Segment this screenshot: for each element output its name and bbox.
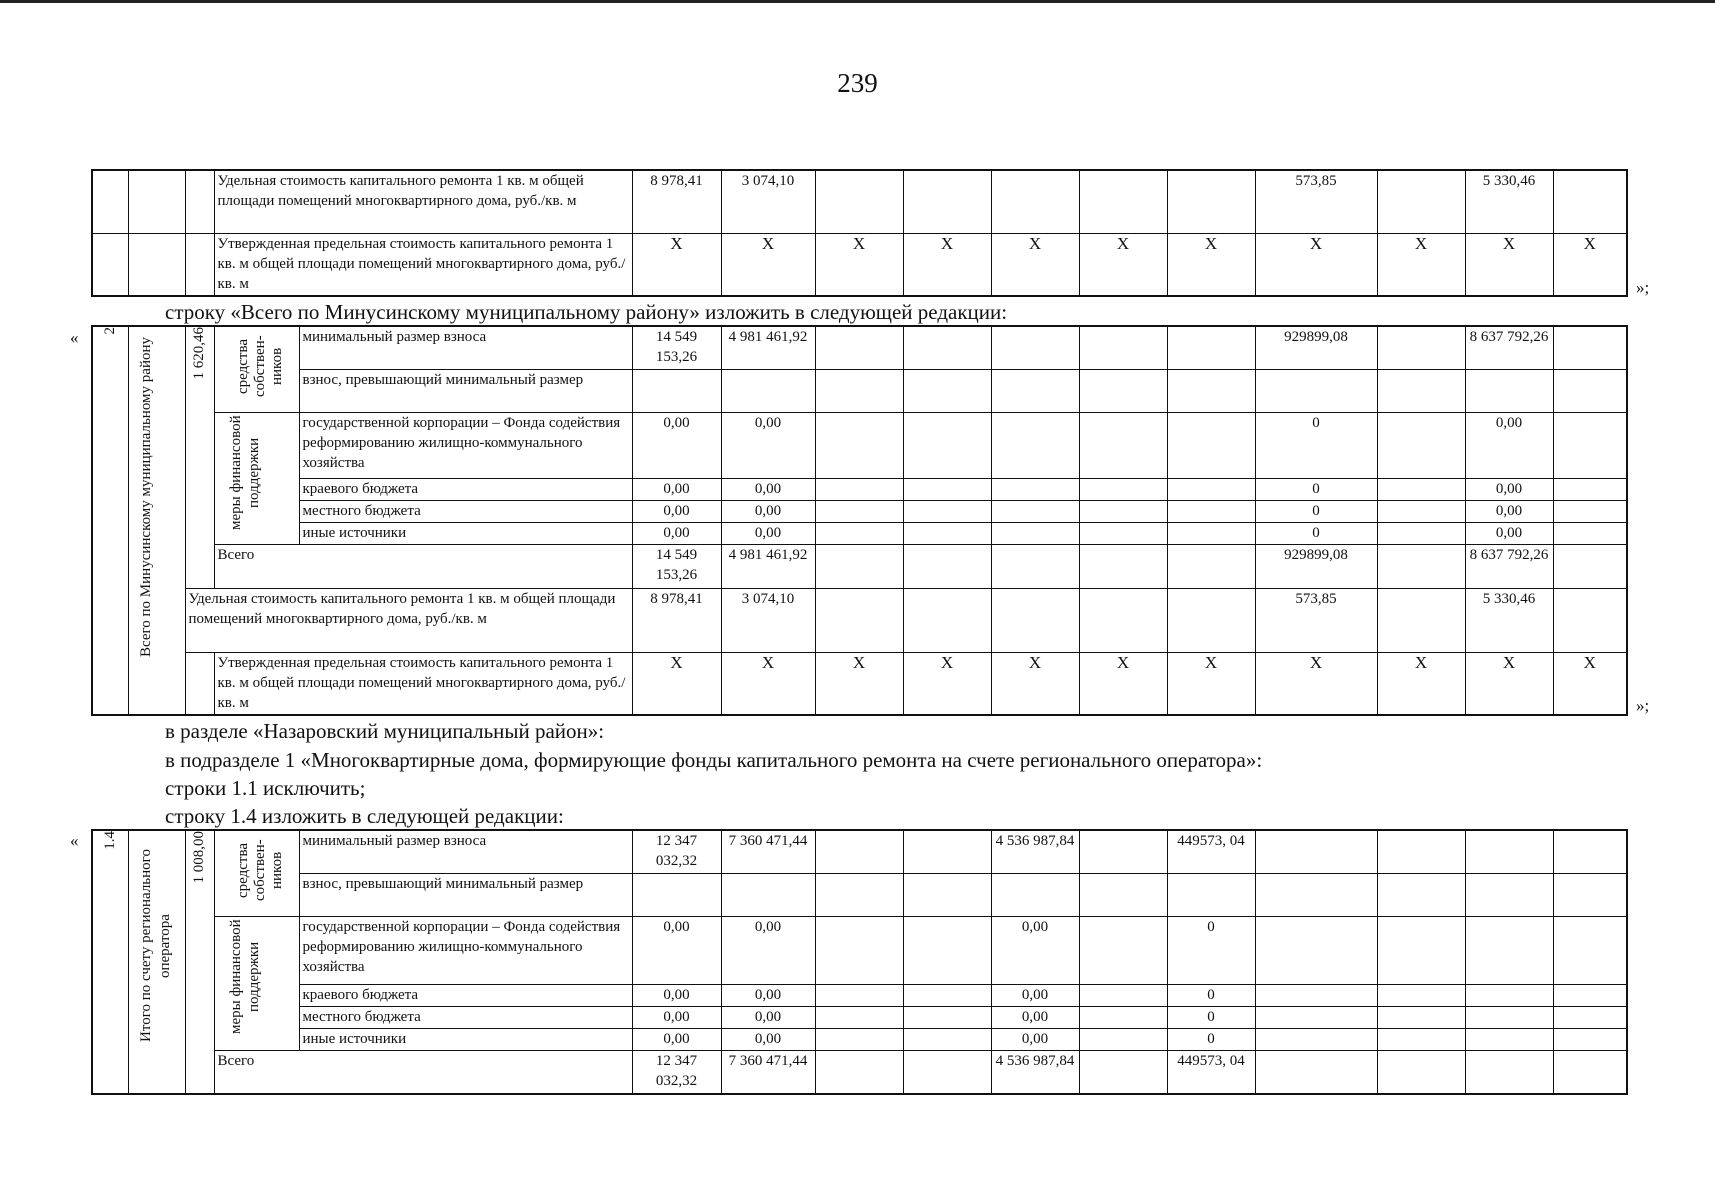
cell-value: 0,00 (721, 984, 815, 1006)
row-label-state-corp: государственной корпорации – Фонда содействия реформированию жилищно-коммунального хозяйства (299, 412, 632, 478)
instruction-text: строки 1.1 исключить; (165, 776, 366, 800)
cross-mark: X (815, 233, 903, 296)
row-label-local: местного бюджета (299, 1006, 632, 1028)
table-row (92, 873, 1627, 916)
cell-value: 449573, 04 (1167, 1050, 1255, 1094)
cross-mark: X (1553, 652, 1627, 715)
table-row (92, 170, 1627, 233)
cell-value: 5 330,46 (1465, 170, 1553, 233)
cross-mark: X (1167, 652, 1255, 715)
owner-funds-label: средства собствен-ников (234, 335, 285, 397)
cross-mark: X (1079, 652, 1167, 715)
row-label-approved-limit: Утвержденная предельная стоимость капитального ремонта 1 кв. м общей площади помещений многоквартирного дома, руб./кв. м (214, 233, 632, 296)
cell-value: 0,00 (721, 522, 815, 544)
cell-value: 449573, 04 (1167, 830, 1255, 873)
row-label-over-min: взнос, превышающий минимальный размер (299, 369, 632, 412)
cell-value: 4 536 987,84 (991, 830, 1079, 873)
cell-value: 0 (1167, 984, 1255, 1006)
opening-quote: « (70, 328, 79, 347)
cross-mark: X (1465, 652, 1553, 715)
instruction-text: строку 1.4 изложить в следующей редакции: (165, 804, 564, 828)
cell-value: 8 637 792,26 (1465, 544, 1553, 588)
row-label-over-min: взнос, превышающий минимальный размер (299, 873, 632, 916)
cell-value: 7 360 471,44 (721, 830, 815, 873)
cross-mark: X (1167, 233, 1255, 296)
row-name: Всего по Минусинскому муниципальному району (137, 337, 154, 657)
cell-value: 4 536 987,84 (991, 1050, 1079, 1094)
cell-value: 0 (1167, 1028, 1255, 1050)
support-label: меры финансовой поддержки (227, 415, 262, 530)
area-value: 1 620,46 (191, 327, 207, 380)
row-label-other: иные источники (299, 522, 632, 544)
table-row (92, 412, 1627, 478)
cross-mark: X (1255, 233, 1377, 296)
cross-mark: X (991, 652, 1079, 715)
cell-value: 8 978,41 (632, 588, 721, 652)
cell-value: 0,00 (632, 984, 721, 1006)
cell-value: 0,00 (1465, 412, 1553, 478)
instruction-text: в подразделе 1 «Многоквартирные дома, формирующие фонды капитального ремонта на счете регионального оператора»: (165, 748, 1263, 772)
cross-mark: X (1465, 233, 1553, 296)
cross-mark: X (1377, 233, 1465, 296)
row-label-total: Всего (214, 1050, 632, 1094)
table-row (92, 544, 1627, 588)
cell-value: 0,00 (721, 916, 815, 984)
instruction-text: строку «Всего по Минусинскому муниципальному району» изложить в следующей редакции: (165, 300, 1008, 324)
row-label-unit-cost: Удельная стоимость капитального ремонта 1 кв. м общей площади помещений многоквартирного дома, руб./кв. м (185, 588, 632, 652)
owner-funds-label: средства собствен-ников (234, 839, 285, 901)
cell-value: 0,00 (632, 500, 721, 522)
row-label-regional: краевого бюджета (299, 984, 632, 1006)
cell-value: 0 (1255, 478, 1377, 500)
row-label-min-fee: минимальный размер взноса (299, 830, 632, 873)
table-row (92, 478, 1627, 500)
cell-value: 929899,08 (1255, 544, 1377, 588)
page-number: 239 (837, 68, 878, 98)
cell-value: 0,00 (991, 1006, 1079, 1028)
cell-value: 3 074,10 (721, 170, 815, 233)
table-row (92, 1028, 1627, 1050)
table-continuation (91, 169, 1628, 297)
cell-value: 14 549 153,26 (632, 544, 721, 588)
cell-value: 4 981 461,92 (721, 326, 815, 369)
cell-value: 14 549 153,26 (632, 326, 721, 369)
cross-mark: X (1553, 233, 1627, 296)
instruction-text: в разделе «Назаровский муниципальный район»: (165, 719, 605, 743)
table-row (92, 1006, 1627, 1028)
cell-value: 0 (1255, 522, 1377, 544)
cross-mark: X (632, 652, 721, 715)
cell-value: 0 (1167, 1006, 1255, 1028)
cross-mark: X (903, 233, 991, 296)
cell-value: 12 347 032,32 (632, 1050, 721, 1094)
cell-value: 929899,08 (1255, 326, 1377, 369)
cell-value: 0,00 (632, 916, 721, 984)
closing-quote: »; (1636, 278, 1650, 297)
cross-mark: X (815, 652, 903, 715)
cell-value: 0,00 (721, 1028, 815, 1050)
table-row (92, 588, 1627, 652)
row-number: 2 (101, 327, 118, 335)
cell-value: 4 981 461,92 (721, 544, 815, 588)
top-border-line (0, 0, 1715, 3)
cross-mark: X (1377, 652, 1465, 715)
table-row (92, 652, 1627, 715)
cell-value: 7 360 471,44 (721, 1050, 815, 1094)
cell-value: 0,00 (632, 1028, 721, 1050)
area-value: 1 008,00 (191, 831, 207, 884)
cross-mark: X (721, 233, 815, 296)
row-label-unit-cost: Удельная стоимость капитального ремонта 1 кв. м общей площади помещений многоквартирного дома, руб./кв. м (214, 170, 632, 233)
cell-value: 0 (1255, 500, 1377, 522)
cell-value: 0,00 (721, 478, 815, 500)
cell-value: 12 347 032,32 (632, 830, 721, 873)
row-number: 1.4 (101, 831, 118, 850)
support-label: меры финансовой поддержки (227, 919, 262, 1034)
closing-quote: »; (1636, 696, 1650, 715)
cross-mark: X (632, 233, 721, 296)
cross-mark: X (721, 652, 815, 715)
table-row (92, 369, 1627, 412)
cell-value: 0,00 (1465, 500, 1553, 522)
table-row (92, 326, 1627, 369)
row-label-min-fee: минимальный размер взноса (299, 326, 632, 369)
opening-quote: « (70, 831, 79, 850)
cell-value: 0,00 (1465, 522, 1553, 544)
cell-value: 5 330,46 (1465, 588, 1553, 652)
cell-value: 0 (1255, 412, 1377, 478)
cell-value: 0,00 (991, 916, 1079, 984)
table-nazarovo (91, 829, 1628, 1095)
cell-value: 0,00 (1465, 478, 1553, 500)
cross-mark: X (991, 233, 1079, 296)
table-minusinsk (91, 325, 1628, 716)
cell-value: 0,00 (721, 500, 815, 522)
cell-value: 0,00 (721, 1006, 815, 1028)
row-label-local: местного бюджета (299, 500, 632, 522)
cell-value: 0,00 (991, 1028, 1079, 1050)
cell-value: 0,00 (632, 478, 721, 500)
cross-mark: X (1079, 233, 1167, 296)
table-row (92, 984, 1627, 1006)
cell-value: 0,00 (632, 522, 721, 544)
cell-value: 0,00 (632, 1006, 721, 1028)
cell-value: 0 (1167, 916, 1255, 984)
cell-value: 573,85 (1255, 588, 1377, 652)
row-label-approved-limit: Утвержденная предельная стоимость капитального ремонта 1 кв. м общей площади помещений многоквартирного дома, руб./кв. м (214, 652, 632, 715)
cell-value: 8 637 792,26 (1465, 326, 1553, 369)
table-row (92, 522, 1627, 544)
row-label-regional: краевого бюджета (299, 478, 632, 500)
cell-value: 0,00 (721, 412, 815, 478)
cross-mark: X (1255, 652, 1377, 715)
cell-value: 3 074,10 (721, 588, 815, 652)
cell-value: 573,85 (1255, 170, 1377, 233)
cell-value: 8 978,41 (632, 170, 721, 233)
cell-value: 0,00 (632, 412, 721, 478)
table-row (92, 830, 1627, 873)
table-row (92, 916, 1627, 984)
cell-value: 0,00 (991, 984, 1079, 1006)
table-row (92, 233, 1627, 296)
row-label-total: Всего (214, 544, 632, 588)
table-row (92, 500, 1627, 522)
cross-mark: X (903, 652, 991, 715)
row-label-state-corp: государственной корпорации – Фонда содействия реформированию жилищно-коммунального хозяйства (299, 916, 632, 984)
row-label-other: иные источники (299, 1028, 632, 1050)
table-row (92, 1050, 1627, 1094)
row-name: Итого по счету регионального оператора (137, 849, 173, 1043)
